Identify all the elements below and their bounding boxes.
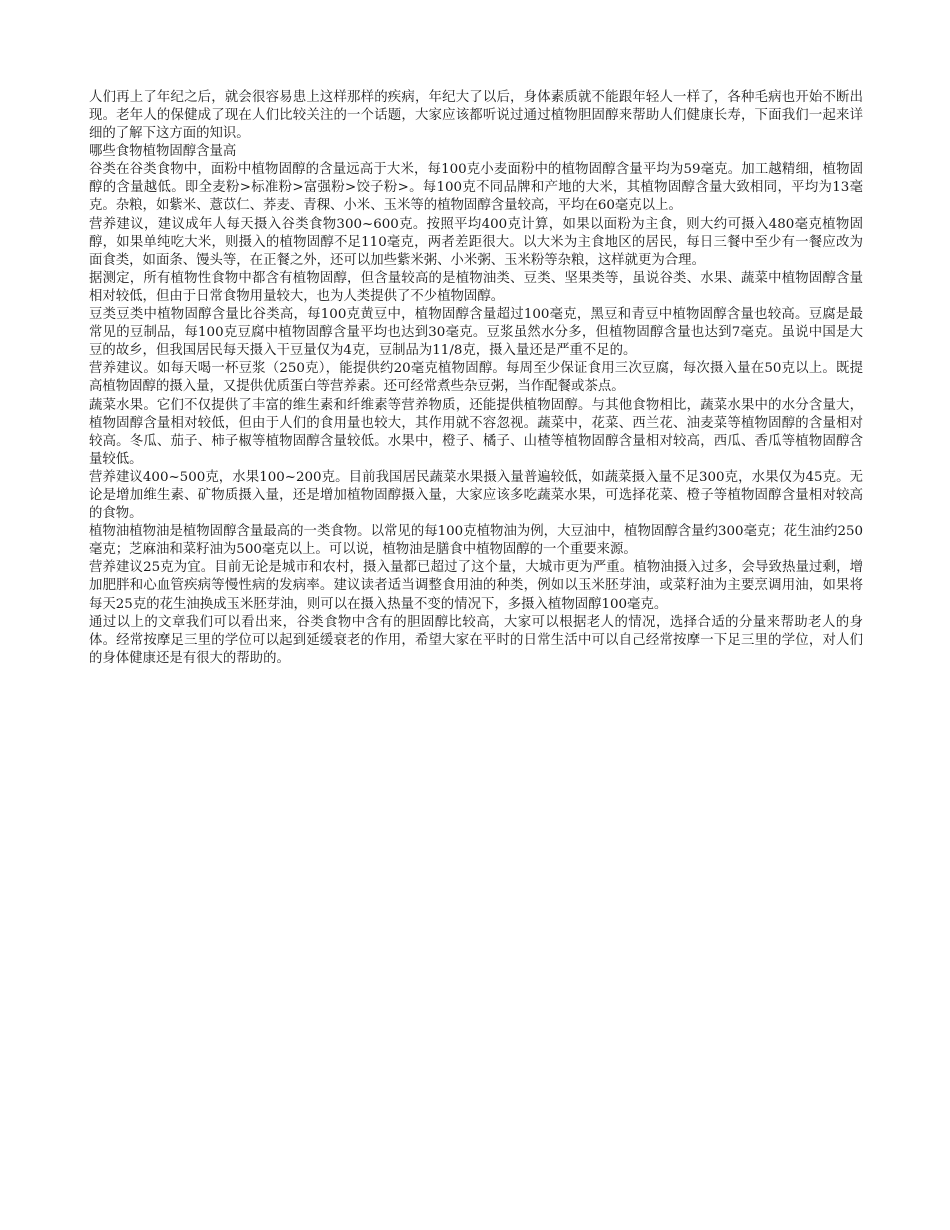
paragraph-beans: 豆类豆类中植物固醇含量比谷类高，每100克黄豆中，植物固醇含量超过100毫克，黑豆和青豆中植物固醇含量也较高。豆腐是最常见的豆制品，每100克豆腐中植物固醇含量平均也达到30毫克。豆浆虽然水分多，但植物固醇含量也达到7毫克。虽说中国是大豆的故乡，但我国居民每天摄入干豆量仅为4克，豆制品为11/8克，摄入量还是严重不足的。	[89, 307, 863, 359]
paragraph-vegetable-oil: 植物油植物油是植物固醇含量最高的一类食物。以常见的每100克植物油为例，大豆油中，植物固醇含量约300毫克；花生油约250毫克；芝麻油和菜籽油为500毫克以上。可以说，植物油是膳食中植物固醇的一个重要来源。	[89, 524, 863, 558]
paragraph-grains: 谷类在谷类食物中，面粉中植物固醇的含量远高于大米，每100克小麦面粉中的植物固醇含量平均为59毫克。加工越精细，植物固醇的含量越低。即全麦粉>标准粉>富强粉>饺子粉>。每100克不同品牌和产地的大米，其植物固醇含量大致相同，平均为13毫克。杂粮，如紫米、薏苡仁、荞麦、青稞、小米、玉米等的植物固醇含量较高，平均在60毫克以上。	[89, 162, 863, 214]
paragraph-grains-advice: 营养建议，建议成年人每天摄入谷类食物300~600克。按照平均400克计算，如果以面粉为主食，则大约可摄入480毫克植物固醇，如果单纯吃大米，则摄入的植物固醇不足110毫克，两者差距很大。以大米为主食地区的居民，每日三餐中至少有一餐应改为面食类，如面条、馒头等，在正餐之外，还可以加些紫米粥、小米粥、玉米粉等杂粮，这样就更为合理。	[89, 216, 863, 268]
paragraph-vegetables-advice: 营养建议400~500克，水果100~200克。目前我国居民蔬菜水果摄入量普遍较低，如蔬菜摄入量不足300克，水果仅为45克。无论是增加维生素、矿物质摄入量，还是增加植物固醇摄入量，大家应该多吃蔬菜水果，可选择花菜、橙子等植物固醇含量相对较高的食物。	[89, 469, 863, 522]
paragraph-measurement: 据测定，所有植物性食物中都含有植物固醇，但含量较高的是植物油类、豆类、坚果类等，虽说谷类、水果、蔬菜中植物固醇含量相对较低，但由于日常食物用量较大，也为人类提供了不少植物固醇。	[89, 270, 863, 304]
section-heading: 哪些食物植物固醇含量高	[89, 144, 237, 160]
paragraph-vegetables-fruits: 蔬菜水果。它们不仅提供了丰富的维生素和纤维素等营养物质，还能提供植物固醇。与其他食物相比，蔬菜水果中的水分含量大，植物固醇含量相对较低，但由于人们的食用量也较大，其作用就不容忽视。蔬菜中，花菜、西兰花、油麦菜等植物固醇的含量相对较高。冬瓜、茄子、柿子椒等植物固醇含量较低。水果中，橙子、橘子、山楂等植物固醇含量相对较高，西瓜、香瓜等植物固醇含量较低。	[89, 397, 863, 467]
document-body	[89, 89, 863, 668]
paragraph-oil-advice: 营养建议25克为宜。目前无论是城市和农村，摄入量都已超过了这个量，大城市更为严重。植物油摄入过多，会导致热量过剩，增加肥胖和心血管疾病等慢性病的发病率。建议读者适当调整食用油的种类，例如以玉米胚芽油，或菜籽油为主要烹调用油，如果将每天25克的花生油换成玉米胚芽油，则可以在摄入热量不变的情况下，多摄入植物固醇100毫克。	[89, 560, 863, 612]
paragraph-beans-advice: 营养建议。如每天喝一杯豆浆（250克），能提供约20毫克植物固醇。每周至少保证食用三次豆腐，每次摄入量在50克以上。既提高植物固醇的摄入量，又提供优质蛋白等营养素。还可经常煮些杂豆粥，当作配餐或茶点。	[89, 361, 863, 395]
paragraph-conclusion: 通过以上的文章我们可以看出来，谷类食物中含有的胆固醇比较高，大家可以根据老人的情况，选择合适的分量来帮助老人的身体。经常按摩足三里的学位可以起到延缓衰老的作用，希望大家在平时的日常生活中可以自己经常按摩一下足三里的学位，对人们的身体健康还是有很大的帮助的。	[89, 614, 863, 666]
intro-paragraph: 人们再上了年纪之后，就会很容易患上这样那样的疾病，年纪大了以后，身体素质就不能跟年轻人一样了，各种毛病也开始不断出现。老年人的保健成了现在人们比较关注的一个话题，大家应该都听说过通过植物胆固醇来帮助人们健康长寿，下面我们一起来详细的了解下这方面的知识。	[89, 90, 863, 142]
